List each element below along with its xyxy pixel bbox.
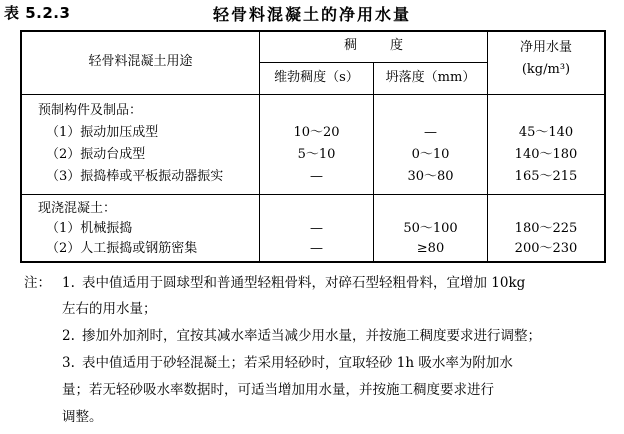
header-vebe: 维勃稠度（s）: [274, 70, 359, 85]
note-line: 量；若无轻砂吸水率数据时，可适当增加用水量，并按施工稠度要求进行: [62, 382, 494, 398]
row-slump: ≥80: [416, 241, 445, 256]
row-vebe: —: [310, 169, 323, 184]
row-vebe: —: [310, 221, 323, 236]
table-title: 轻骨料混凝土的净用水量: [212, 5, 411, 24]
row-slump: 50～100: [403, 221, 458, 236]
note-number: 1.: [62, 275, 75, 291]
row-water: 165～215: [514, 169, 578, 184]
row-slump: 0～10: [411, 147, 450, 162]
row-vebe: 5～10: [297, 147, 336, 162]
header-water-unit: (kg/m³): [521, 62, 571, 77]
header-slump: 坍落度（mm）: [385, 70, 476, 85]
row-slump: —: [424, 125, 437, 140]
row-use: （2）振动台成型: [46, 147, 146, 162]
header-water: 净用水量: [519, 40, 572, 55]
group-title: 现浇混凝土：: [38, 201, 117, 216]
note-line: 掺加外加剂时，宜按其减水率适当减少用水量，并按施工稠度要求进行调整；: [82, 328, 541, 344]
row-water: 45～140: [518, 125, 574, 140]
header-consistency: 稠 度: [343, 38, 404, 53]
row-use: （1）机械振捣: [46, 221, 133, 236]
note-line: 表中值适用于圆球型和普通型轻粗骨料，对碎石型轻粗骨料，宜增加 10kg: [82, 275, 526, 291]
row-water: 140～180: [514, 147, 578, 162]
row-vebe: —: [310, 241, 323, 256]
row-vebe: 10～20: [293, 125, 340, 140]
table-number: 表 5.2.3: [4, 4, 71, 22]
row-use: （2）人工振捣或钢筋密集: [46, 241, 198, 256]
group-title: 预制构件及制品：: [38, 103, 143, 118]
note-number: 2.: [62, 328, 75, 344]
row-water: 200～230: [514, 241, 578, 256]
header-use: 轻骨料混凝土用途: [88, 54, 193, 69]
row-use: （3）振捣棒或平板振动器振实: [46, 169, 224, 184]
row-use: （1）振动加压成型: [46, 125, 159, 140]
notes-prefix: 注：: [24, 275, 51, 291]
note-line: 左右的用水量；: [62, 301, 157, 317]
row-water: 180～225: [514, 221, 578, 236]
note-line: 调整。: [62, 409, 103, 425]
note-line: 表中值适用于砂轻混凝土；若采用轻砂时，宜取轻砂 1h 吸水率为附加水: [82, 355, 513, 371]
row-slump: 30～80: [407, 169, 454, 184]
note-number: 3.: [62, 355, 75, 371]
